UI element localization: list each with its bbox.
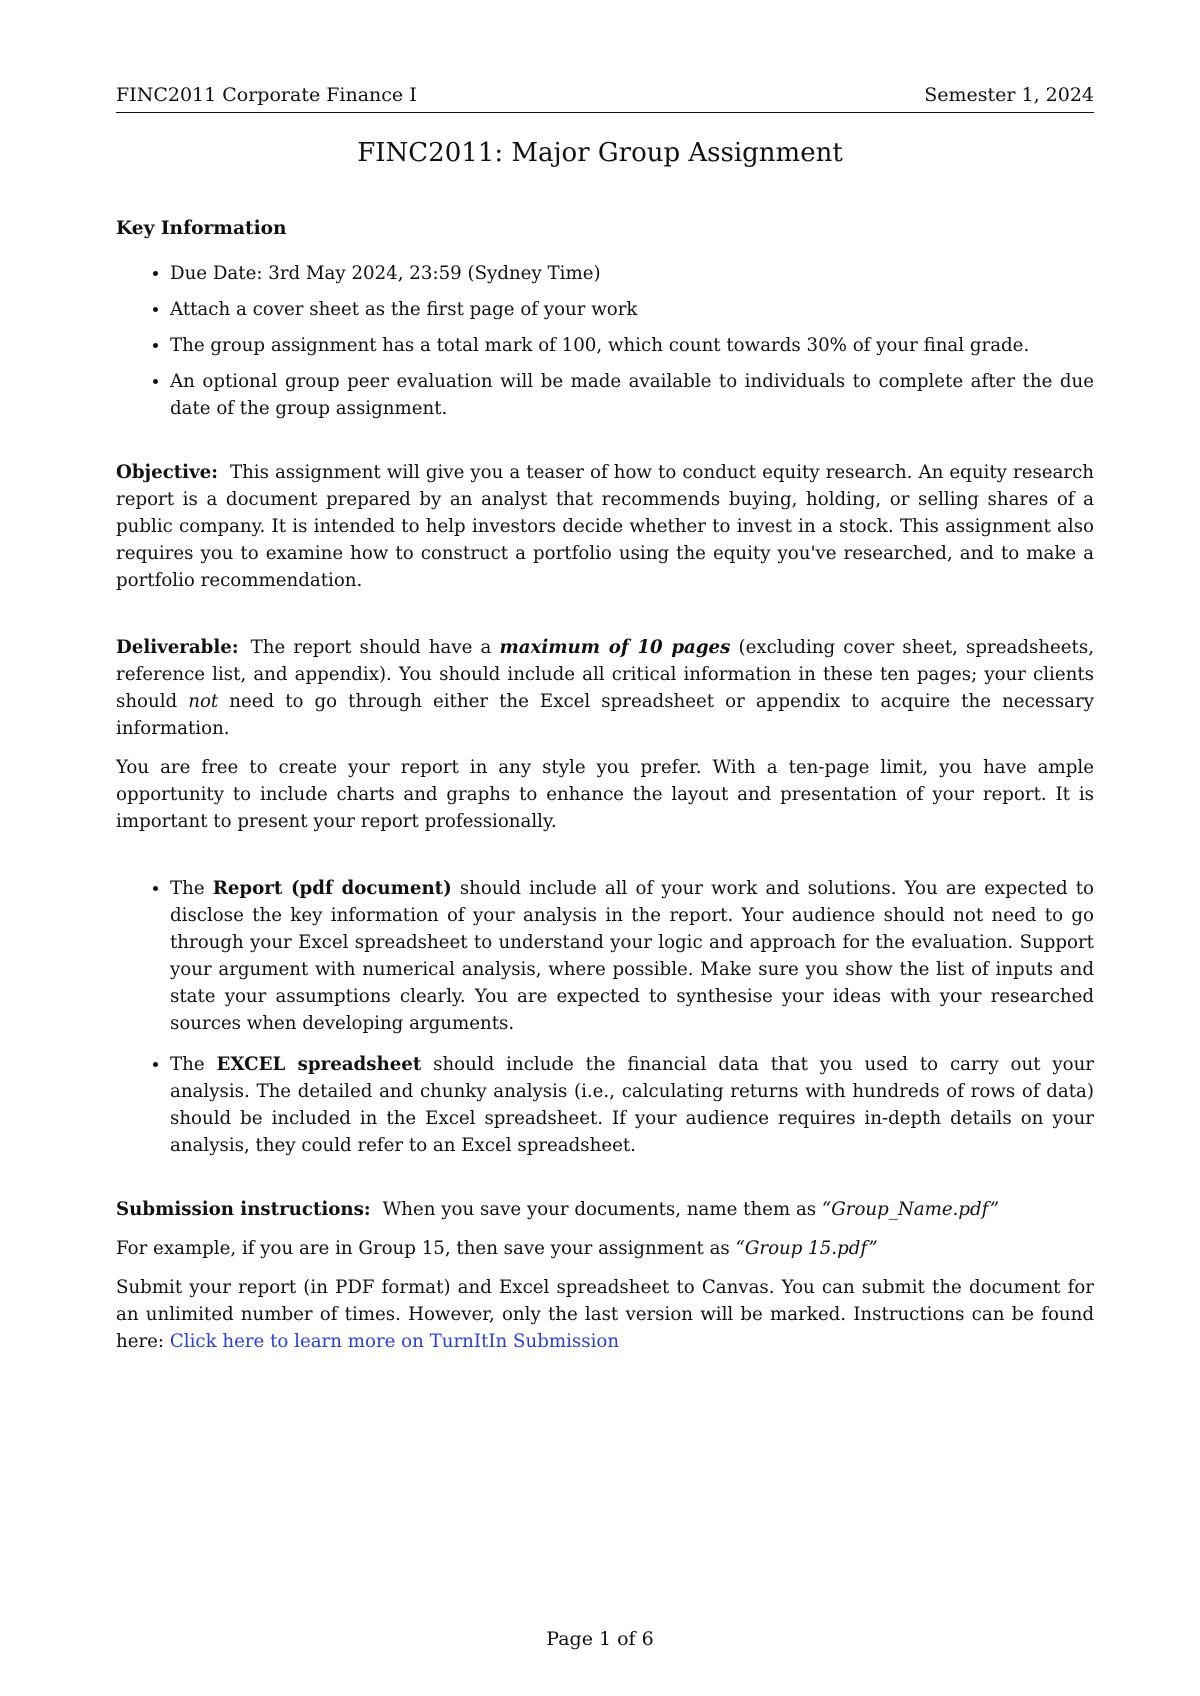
submission-paragraph xyxy=(116,1196,1094,1223)
excel-spreadsheet-label: EXCEL spreadsheet xyxy=(216,1054,422,1075)
list-item xyxy=(170,875,1094,1037)
filename-format: “Group_Name.pdf” xyxy=(821,1199,1000,1220)
report-pdf-label: Report (pdf document) xyxy=(212,878,452,899)
key-information-heading: Key Information xyxy=(116,218,287,239)
page-limit-emphasis: maximum of 10 pages xyxy=(499,637,731,658)
turnitin-submission-link[interactable]: Click here to learn more on TurnItIn Submission xyxy=(169,1331,620,1352)
list-item xyxy=(170,1051,1094,1159)
course-name: FINC2011 Corporate Finance I xyxy=(116,84,417,106)
running-header xyxy=(116,84,1094,113)
example-text: For example, if you are in Group 15, then save your assignment as xyxy=(116,1238,736,1259)
deliverable-paragraph xyxy=(116,634,1094,742)
document-title: FINC2011: Major Group Assignment xyxy=(357,138,843,168)
style-paragraph: You are free to create your report in any style you prefer. With a ten-page limit, you have ample opportunity to include charts and graphs to enhance the layout and presentation of your report. It is important to present your report professionally. xyxy=(116,757,1094,832)
submission-text: When you save your documents, name them as xyxy=(382,1199,822,1220)
list-item-text: should include all of your work and solutions. You are expected to disclose the key information of your analysis in the report. Your audience should not need to go through your Excel spreadsheet to understand your logic and approach for the evaluation. Support your argument with numerical analysis, where possible. Make sure you show the list of inputs and state your assumptions clearly. You are expected to synthesise your ideas with your researched sources when developing arguments. xyxy=(170,878,1094,1034)
canvas-paragraph xyxy=(116,1274,1094,1355)
list-item: • An optional group peer evaluation will be made available to individuals to complete after the due date of the group assignment. xyxy=(170,368,1094,422)
list-item: • Attach a cover sheet as the first page of your work xyxy=(170,296,1094,323)
semester-label: Semester 1, 2024 xyxy=(924,84,1094,106)
key-information-list xyxy=(116,260,1094,422)
submission-label: Submission instructions: xyxy=(116,1199,371,1220)
list-item-text: should include the financial data that you used to carry out your analysis. The detailed and chunky analysis (i.e., calculating returns with hundreds of rows of data) should be included in the Excel spreadsheet. If your audience requires in-depth details on your analysis, they could refer to an Excel spreadsheet. xyxy=(170,1054,1094,1156)
deliverable-text: need to go through either the Excel spreadsheet or appendix to acquire the necessary information. xyxy=(116,691,1094,739)
page-number: Page 1 of 6 xyxy=(546,1628,654,1650)
list-item: • Due Date: 3rd May 2024, 23:59 (Sydney Time) xyxy=(170,260,1094,287)
list-item-text: The xyxy=(170,1054,217,1075)
list-item: • The group assignment has a total mark of 100, which count towards 30% of your final grade. xyxy=(170,332,1094,359)
objective-paragraph xyxy=(116,459,1094,594)
canvas-text: Submit your report (in PDF format) and Excel spreadsheet to Canvas. You can submit the document for an unlimited number of times. However, only the last version will be marked. Instructions can be found here: xyxy=(116,1277,1094,1352)
example-paragraph xyxy=(116,1235,1094,1262)
deliverable-text: (excluding cover sheet, spreadsheets, reference list, and appendix). You should include all critical information in these ten pages; your clients should xyxy=(116,637,1094,712)
objective-label: Objective: xyxy=(116,462,218,483)
objective-text: This assignment will give you a teaser of how to conduct equity research. An equity research report is a document prepared by an analyst that recommends buying, holding, or selling shares of a public company. It is intended to help investors decide whether to invest in a stock. This assignment also requires you to examine how to construct a portfolio using the equity you've researched, and to make a portfolio recommendation. xyxy=(116,462,1094,591)
document-body xyxy=(116,215,1094,1355)
deliverable-list xyxy=(116,875,1094,1159)
example-filename: “Group 15.pdf” xyxy=(735,1238,878,1259)
list-item-text: The xyxy=(170,878,213,899)
deliverable-label: Deliverable: xyxy=(116,637,239,658)
not-emphasis: not xyxy=(188,691,219,712)
deliverable-text: The report should have a xyxy=(250,637,500,658)
